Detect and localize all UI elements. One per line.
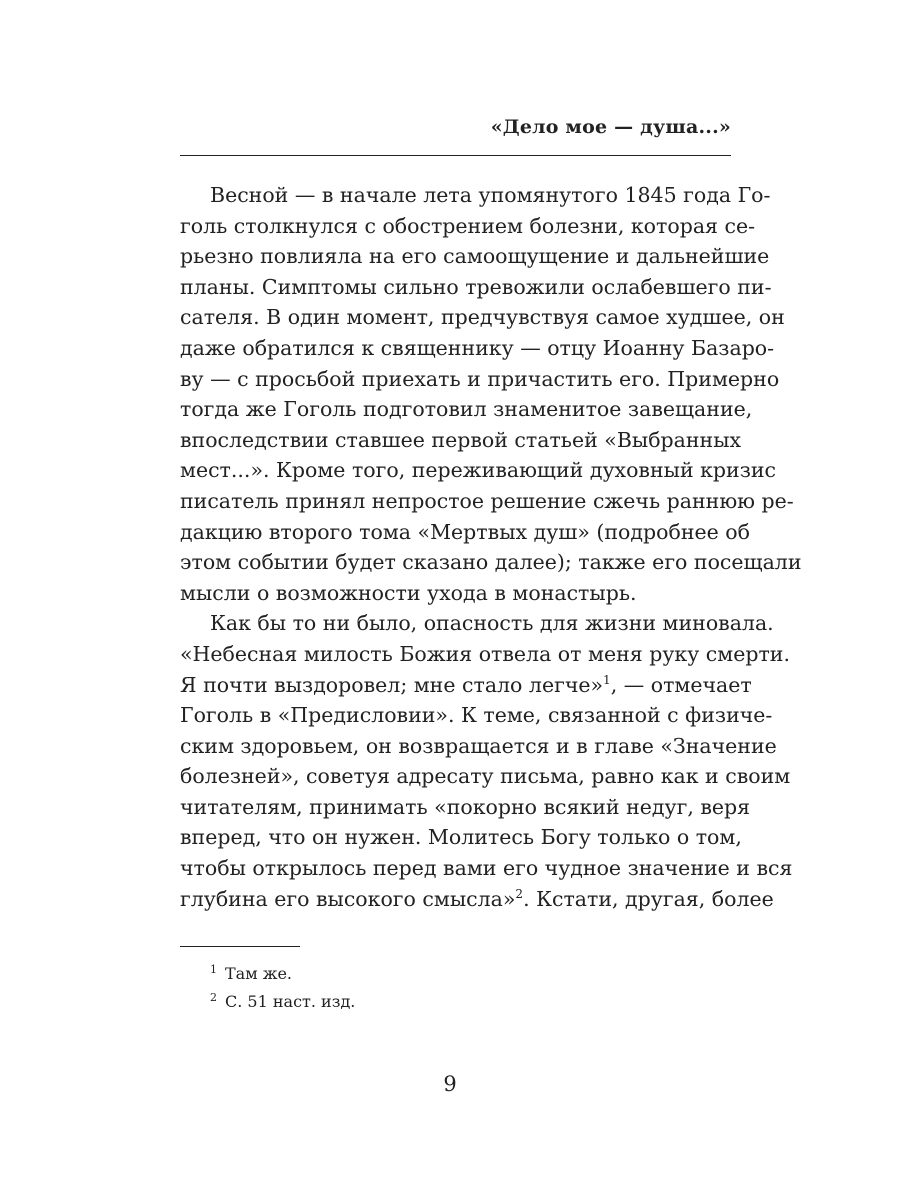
footnotes: [210, 960, 355, 1016]
text-line: тогда же Гоголь подготовил знаменитое завещание,: [180, 397, 753, 422]
text-line: дакцию второго тома «Мертвых душ» (подробнее об: [180, 519, 750, 544]
text-line: писатель принял непростое решение сжечь раннюю ре-: [180, 488, 794, 513]
text-line: мест...». Кроме того, переживающий духовный кризис: [180, 458, 777, 483]
text-line: голь столкнулся с обострением болезни, которая се-: [180, 213, 756, 238]
paragraph-1: [180, 180, 802, 608]
text-line: болезней», советуя адресату письма, равно как и своим: [180, 764, 791, 789]
text-line: читателям, принимать «покорно всякий недуг, веря: [180, 794, 751, 819]
footnote-ref-2[interactable]: 2: [515, 886, 524, 901]
page-number: 9: [443, 1072, 457, 1096]
main-text: [180, 180, 802, 914]
text-line: чтобы открылось перед вами его чудное значение и вся: [180, 856, 793, 881]
text-line: Весной — в начале лета упомянутого 1845 года Го-: [210, 183, 771, 207]
footnote-ref-1[interactable]: 1: [603, 672, 611, 687]
text-line: ву — с просьбой приехать и причастить его. Примерно: [180, 366, 780, 391]
text-line: даже обратился к священнику — отцу Иоанну Базаро-: [180, 335, 775, 360]
running-title: «Дело мое — душа...»: [490, 116, 731, 138]
text-segment: глубина его высокого смысла»: [180, 886, 516, 911]
footnote-text: С. 51 наст. изд.: [225, 992, 356, 1011]
text-segment: Я почти выздоровел; мне стало легче»: [180, 672, 604, 697]
text-line: сателя. В один момент, предчувствуя самое худшее, он: [180, 305, 785, 330]
text-line: впоследствии ставшее первой статьей «Выбранных: [180, 427, 742, 452]
text-line: Как бы то ни было, опасность для жизни миновала.: [210, 611, 774, 636]
text-line: Гоголь в «Предисловии». К теме, связанной с физиче-: [180, 703, 773, 728]
header-rule: [180, 155, 731, 156]
text-line: ским здоровьем, он возвращается и в главе «Значение: [180, 733, 777, 758]
footnote-2: [210, 988, 355, 1016]
text-line: [180, 884, 774, 915]
text-line: рьезно повлияла на его самоощущение и дальнейшие: [180, 244, 770, 269]
footnote-text: Там же.: [225, 964, 293, 983]
text-segment: , — отмечает: [610, 672, 752, 697]
text-line: вперед, что он нужен. Молитесь Богу только о том,: [180, 825, 742, 850]
paragraph-2: [180, 608, 793, 914]
text-line: мысли о возможности ухода в монастырь.: [180, 580, 637, 605]
footnote-number: 2: [210, 991, 217, 1004]
footnote-rule: [180, 946, 300, 947]
text-line: «Небесная милость Божия отвела от меня руку смерти.: [180, 641, 790, 666]
footnote-number: 1: [210, 963, 217, 976]
footnote-1: [210, 960, 355, 988]
text-segment: . Кстати, другая, более: [523, 886, 774, 911]
text-line: этом событии будет сказано далее); также его посещали: [180, 550, 802, 575]
text-line: [180, 670, 752, 701]
text-line: планы. Симптомы сильно тревожили ослабевшего пи-: [180, 274, 772, 299]
